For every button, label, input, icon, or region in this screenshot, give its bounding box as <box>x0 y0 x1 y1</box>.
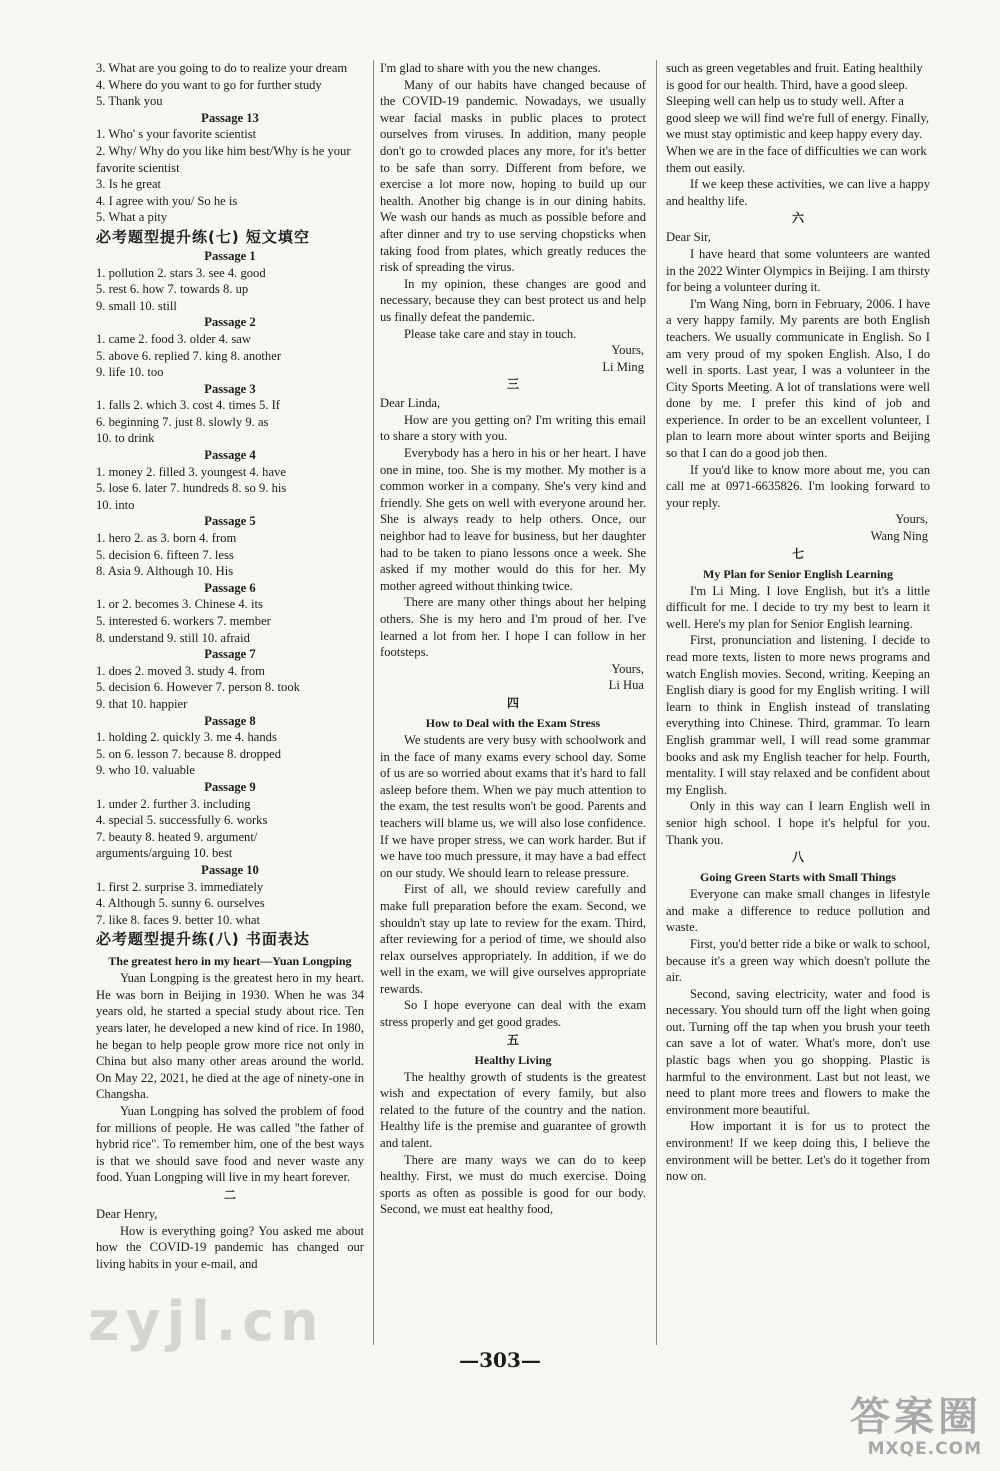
answer-line: 1. money 2. filled 3. youngest 4. have <box>96 464 286 479</box>
letter-salutation: Dear Sir, <box>666 230 711 245</box>
essay-number: 六 <box>791 211 804 226</box>
answer-line: 1. pollution 2. stars 3. see 4. good <box>96 265 266 280</box>
passage-title: Passage 4 <box>204 448 256 463</box>
passage-title: Passage 2 <box>204 315 256 330</box>
essay-title: The greatest hero in my heart—Yuan Longping <box>108 954 352 969</box>
answer-line: 9. life 10. too <box>96 365 164 380</box>
answer-line: 9. who 10. valuable <box>96 763 195 778</box>
page-number: —303— <box>459 1348 541 1372</box>
answer-line: 5. on 6. lesson 7. because 8. dropped <box>96 746 282 761</box>
passage-title: Passage 10 <box>201 862 259 877</box>
column-middle <box>380 60 646 1218</box>
essay-paragraph: How important it is for us to protect the environment! If we keep doing this, I believe the environment will be better. Let's do it together from now on. <box>666 1119 930 1184</box>
site-watermark <box>832 1395 982 1467</box>
essay-number: 三 <box>506 377 519 392</box>
letter-closing: Yours, <box>895 512 928 527</box>
answer-line: 1. or 2. becomes 3. Chinese 4. its <box>96 597 263 612</box>
answer-item: 4. I agree with you/ So he is <box>96 193 238 208</box>
answer-line: 9. small 10. still <box>96 298 177 313</box>
answer-line: 4. special 5. successfully 6. works <box>96 813 268 828</box>
answer-line: arguments/arguing 10. best <box>96 846 233 861</box>
answer-line: 5. decision 6. However 7. person 8. took <box>96 680 300 695</box>
letter-signature: Li Ming <box>602 359 644 374</box>
essay-paragraph: I'm Li Ming. I love English, but it's a little difficult for me. I decide to try my best to learn it well. Here's my plan for Senior English learning. <box>666 583 930 631</box>
letter-salutation: Dear Linda, <box>380 396 441 411</box>
column-divider <box>373 60 374 1345</box>
essay-number: 五 <box>506 1032 519 1047</box>
passage-title: Passage 1 <box>204 248 256 263</box>
essay-paragraph: First, pronunciation and listening. I decide to read more texts, listen to more news programs and watch English movies. Second, writing. Keeping an English diary is good for my English writing. I will learn to think in English instead of translating everything into Chinese. Third, grammar. To learn English grammar well, I will read some grammar books and ask my English teacher for help. Fourth, mentality. I will stay relaxed and be confident about my English. <box>666 633 930 797</box>
passage-title: Passage 5 <box>204 514 256 529</box>
section-heading: 必考题型提升练(八) 书面表达 <box>96 930 310 949</box>
answer-line: 1. first 2. surprise 3. immediately <box>96 879 264 894</box>
essay-paragraph: Everyone can make small changes in lifestyle and make a difference to reduce pollution and waste. <box>666 887 930 935</box>
essay-number: 八 <box>791 850 804 865</box>
essay-paragraph: So I hope everyone can deal with the exam stress properly and get good grades. <box>380 998 646 1030</box>
essay-paragraph: First of all, we should review carefully and make full preparation before the exam. Second, we shouldn't stay up late to review for the exam. Third, after reviewing for a period of time, we should also relax ourselves appropriately. In addition, if we do well in the exam, we will give ourselves appropriate rewards. <box>380 882 646 996</box>
letter-signature: Li Hua <box>608 678 644 693</box>
answer-line: 5. interested 6. workers 7. member <box>96 614 271 628</box>
letter-paragraph: I have heard that some volunteers are wanted in the 2022 Winter Olympics in Beijing. I am thirsty for being a volunteer during it. <box>666 246 930 295</box>
essay-title: Going Green Starts with Small Things <box>700 870 896 885</box>
essay-paragraph: Yuan Longping has solved the problem of food for millions of people. He was called "the father of hybrid rice". To remember him, one of the best ways is that we should save food and never waste any food. Yuan Longping will live in my heart forever. <box>96 1104 364 1185</box>
letter-salutation: Dear Henry, <box>96 1207 158 1221</box>
letter-closing: Yours, <box>611 343 644 358</box>
answer-line: 5. rest 6. how 7. towards 8. up <box>96 282 249 297</box>
letter-signature: Wang Ning <box>870 529 928 544</box>
essay-paragraph: Second, saving electricity, water and food is necessary. You should turn off the light when going out. Turning off the tap when you brush your teeth can save a lot of water. What's more, don't use plastic bags when you go shopping. Plastic is harmful to the environment. Last but not least, we need to plant more trees and flowers to make the environment more beautiful. <box>666 986 930 1117</box>
essay-paragraph: If we keep these activities, we can live a happy and healthy life. <box>666 177 930 208</box>
answer-line: 6. beginning 7. just 8. slowly 9. as <box>96 414 269 429</box>
passage-title: Passage 8 <box>204 713 256 728</box>
section-heading: 必考题型提升练(七) 短文填空 <box>96 227 310 246</box>
answer-line: 5. decision 6. fifteen 7. less <box>96 547 234 562</box>
answer-item: 4. Where do you want to go for further study <box>96 77 322 92</box>
essay-title: My Plan for Senior English Learning <box>703 566 893 581</box>
answer-line: 9. that 10. happier <box>96 696 188 711</box>
essay-paragraph: There are many ways we can do to keep healthy. First, we must do much exercise. Doing sports as often as possible is good for our body. Second, we must eat healthy food, <box>380 1152 646 1217</box>
answer-line: 7. like 8. faces 9. better 10. what <box>96 912 261 927</box>
essay-number: 四 <box>506 695 519 710</box>
passage-title: Passage 9 <box>204 779 256 794</box>
answer-item: 5. Thank you <box>96 94 163 109</box>
answer-line: 5. above 6. replied 7. king 8. another <box>96 348 282 363</box>
essay-title: Healthy Living <box>474 1052 552 1067</box>
stamp-watermark: zyjl.cn <box>88 1290 325 1353</box>
answer-item: 2. Why/ Why do you like him best/Why is he your favorite scientist <box>96 143 351 175</box>
essay-paragraph: such as green vegetables and fruit. Eating healthily is good for our health. Third, have a good sleep. Sleeping well can help us to study well. After a good sleep we will find we're full of energy. Finally, we must stay optimistic and keep happy every day. When we are in the face of difficulties we can work them out easily. <box>666 61 930 175</box>
answer-line: 1. falls 2. which 3. cost 4. times 5. If <box>96 398 280 413</box>
answer-item: 3. What are you going to do to realize your dream <box>96 61 348 75</box>
answer-line: 4. Although 5. sunny 6. ourselves <box>96 896 265 911</box>
answer-item: 1. Who' s your favorite scientist <box>96 127 257 142</box>
answer-line: 7. beauty 8. heated 9. argument/ <box>96 829 258 844</box>
letter-paragraph: Many of our habits have changed because of the COVID-19 pandemic. Nowadays, we usually wear facial masks in public places to protect ourselves from viruses. In addition, many people don't go to crowded places any more, for it's better to be safe than sorry. Different from before, we exercise a lot more now, hoping to build up our health. Another big change is in our dining habits. We wash our hands as much as possible before and after dinner and try to use serving chopsticks when taking food from plates, which greatly reduces the risk of spreading the virus. <box>380 77 646 275</box>
answer-line: 1. hero 2. as 3. born 4. from <box>96 531 237 546</box>
essay-paragraph: First, you'd better ride a bike or walk to school, because it's a green way which doesn't pollute the air. <box>666 936 930 985</box>
passage-title: Passage 3 <box>204 381 256 396</box>
essay-title: How to Deal with the Exam Stress <box>425 715 601 730</box>
answer-line: 1. came 2. food 3. older 4. saw <box>96 331 251 346</box>
answer-line: 10. to drink <box>96 431 155 446</box>
watermark-logo-text: 答案圈 <box>850 1394 982 1440</box>
answer-line: 8. Asia 9. Although 10. His <box>96 564 234 579</box>
essay-number: 七 <box>791 546 804 561</box>
column-left <box>96 60 364 1272</box>
answer-item: 5. What a pity <box>96 210 168 225</box>
essay-paragraph: We students are very busy with schoolwork and in the face of many exams every school day. Some of us are so worried about exams that it's hard to fall asleep before them. When we pay much attention to the exam, the test results won't be good. Parents and teachers will blame us, we will also lose confidence. If we have proper stress, we can work harder. But if we have too much pressure, it may have a bad effect on our study. We should learn to release pressure. <box>380 732 646 880</box>
column-divider <box>656 60 657 1345</box>
letter-paragraph: There are many other things about her helping others. She is my hero and I'm proud of her. I've learned a lot from her. I hope I can follow in her footsteps. <box>380 595 646 660</box>
letter-closing: Yours, <box>611 661 644 676</box>
letter-paragraph: How are you getting on? I'm writing this email to share a story with you. <box>380 412 646 444</box>
answer-line: 1. holding 2. quickly 3. me 4. hands <box>96 730 277 745</box>
essay-paragraph: Yuan Longping is the greatest hero in my heart. He was born in Beijing in 1930. When he was 34 years old, he started a special study about rice. Ten years later, he developed a new kind of rice. In 1980, he began to help people grow more rice not only in China but also many other areas around the world. On May 22, 2021, he died at the age of ninety-one in Changsha. <box>96 971 364 1102</box>
answer-item: 3. Is he great <box>96 177 162 192</box>
answer-line: 5. lose 6. later 7. hundreds 8. so 9. his <box>96 481 287 496</box>
letter-paragraph: Please take care and stay in touch. <box>403 326 577 341</box>
letter-paragraph: Everybody has a hero in his or her heart. I have one in mine, too. She is my mother. My mother is a common worker in a company. She's very kind and friendly. She gets on well with everyone around her. She is always ready to help others. Once, our neighbor had to leave for business, but her daughter had to be taken to piano lessons once a week. She asked if my mother would do this for her. My mother agreed without thinking twice. <box>380 446 646 593</box>
column-right <box>666 60 930 1185</box>
letter-paragraph: In my opinion, these changes are good and necessary, because they can best protect us and help us finally defeat the pandemic. <box>380 276 646 324</box>
answer-line: 8. understand 9. still 10. afraid <box>96 630 250 645</box>
letter-paragraph: I'm Wang Ning, born in February, 2006. I have a very happy family. My parents are both English teachers. We usually communicate in English. So I am very proud of my spoken English. Also, I do well in sports. Last year, I was a volunteer in the City Sports Meeting. A lot of translations were well done by me. I prefer this kind of job and experience. In order to be an excellent volunteer, I plan to learn more about winter sports and Beijing so that I can do a good job then. <box>666 296 930 461</box>
passage-title: Passage 6 <box>204 580 256 595</box>
watermark-url: MXQE.COM <box>867 1439 982 1459</box>
essay-paragraph: The healthy growth of students is the greatest wish and expectation of every family, but also related to the future of the country and the nation. Healthy life is the premise and guarantee of growth and talent. <box>380 1069 646 1151</box>
passage-title: Passage 13 <box>201 110 259 125</box>
passage-answer-list <box>96 248 364 928</box>
essay-paragraph: Only in this way can I learn English well in senior high school. I hope it's helpful for you. Thank you. <box>666 799 930 847</box>
letter-paragraph: How is everything going? You asked me about how the COVID-19 pandemic has changed our living habits in your e-mail, and <box>96 1223 364 1271</box>
answer-line: 1. under 2. further 3. including <box>96 796 251 811</box>
passage-title: Passage 7 <box>204 647 256 662</box>
answer-line: 10. into <box>96 497 135 512</box>
answer-line: 1. does 2. moved 3. study 4. from <box>96 663 265 678</box>
letter-paragraph: I'm glad to share with you the new changes. <box>380 61 601 75</box>
letter-paragraph: If you'd like to know more about me, you can call me at 0971-6635826. I'm looking forward to your reply. <box>666 462 930 510</box>
essay-number: 二 <box>223 1188 236 1202</box>
